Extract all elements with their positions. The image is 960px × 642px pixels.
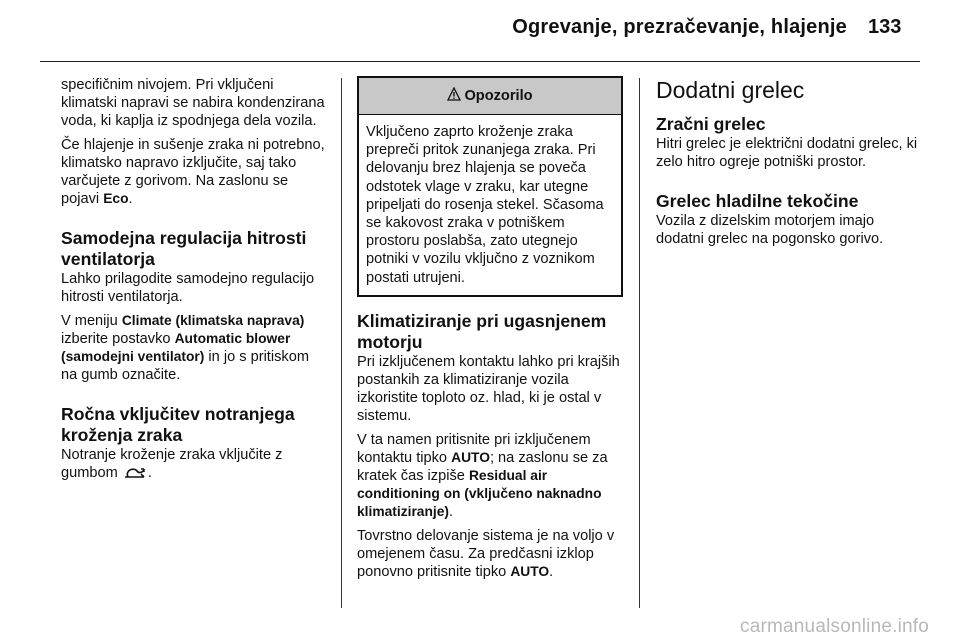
warning-title: Opozorilo <box>464 88 533 104</box>
warning-box <box>357 76 623 297</box>
column-middle <box>357 76 625 587</box>
column-divider-1 <box>341 78 342 608</box>
paragraph: specifičnim nivojem. Pri vključeni klimatski napravi se nabira kondenzirana voda, ki kaplja iz spodnjega dela vozila. <box>61 77 325 129</box>
paragraph: Notranje kroženje zraka vključite z gumbom . <box>61 446 325 485</box>
heading-auxiliary-heater: Dodatni grelec <box>656 77 805 103</box>
paragraph: Vozila z dizelskim motorjem imajo dodatni grelec na pogonsko gorivo. <box>656 213 884 247</box>
column-right <box>656 76 926 254</box>
eco-label: Eco <box>103 191 129 206</box>
paragraph: Tovrstno delovanje sistema je na voljo v omejenem času. Za predčasni izklop ponovno pritisnite tipko AUTO. <box>357 527 615 580</box>
recirculation-icon <box>122 466 148 485</box>
page-header-title: Ogrevanje, prezračevanje, hlajenje <box>512 16 847 38</box>
paragraph: Hitri grelec je električni dodatni grelec, ki zelo hitro ogreje potniški prostor. <box>656 136 918 170</box>
paragraph: Lahko prilagodite samodejno regulacijo hitrosti ventilatorja. <box>61 271 315 305</box>
heading-engine-off: Klimatiziranje pri ugasnjenem motorju <box>357 310 607 352</box>
warning-body: Vključeno zaprto kroženje zraka prepreči pritok zunanjega zraka. Pri delovanju brez hlajenja se poveča odstotek vlage v zraku, kar utegne pripeljati do rosenja stekel. Sčasoma se kakovost zraka v potniškem prostoru poslabša, zato utegnejo potniki v vozilu vključno z voznikom postati utrujeni. <box>366 124 604 286</box>
auto-key-label: AUTO <box>510 563 550 579</box>
heading-coolant-heater: Grelec hladilne tekočine <box>656 191 859 211</box>
watermark: carmanualsonline.info <box>740 616 930 637</box>
paragraph: V meniju Climate (klimatska naprava) izberite postavko Automatic blower (samodejni ventilator) in jo s pritiskom na gumb označite. <box>61 313 309 383</box>
paragraph: Pri izključenem kontaktu lahko pri krajših postankih za klimatiziranje vozila izkoristite toploto oz. hlad, ki je ostal v sistemu. <box>357 353 620 424</box>
paragraph: Če hlajenje in sušenje zraka ni potrebno, klimatsko napravo izključite, saj tako varčujete z gorivom. Na zaslonu se pojavi Eco. <box>61 137 325 207</box>
auto-key-label: AUTO <box>451 449 490 465</box>
heading-recirculation: Ročna vključitev notranjega kroženja zraka <box>61 404 295 445</box>
header-divider <box>40 61 920 62</box>
warning-triangle-icon <box>447 87 464 106</box>
page-number: 133 <box>868 16 902 38</box>
column-left <box>61 76 325 491</box>
warning-header <box>359 78 621 115</box>
heading-air-heater: Zračni grelec <box>656 114 766 134</box>
column-divider-2 <box>639 78 640 608</box>
paragraph: V ta namen pritisnite pri izključenem kontaktu tipko AUTO; na zaslonu se za kratek čas izpiše Residual air conditioning on (vključeno naknadno klimatiziranje). <box>357 431 608 520</box>
heading-auto-fan: Samodejna regulacija hitrosti ventilatorja <box>61 228 307 269</box>
